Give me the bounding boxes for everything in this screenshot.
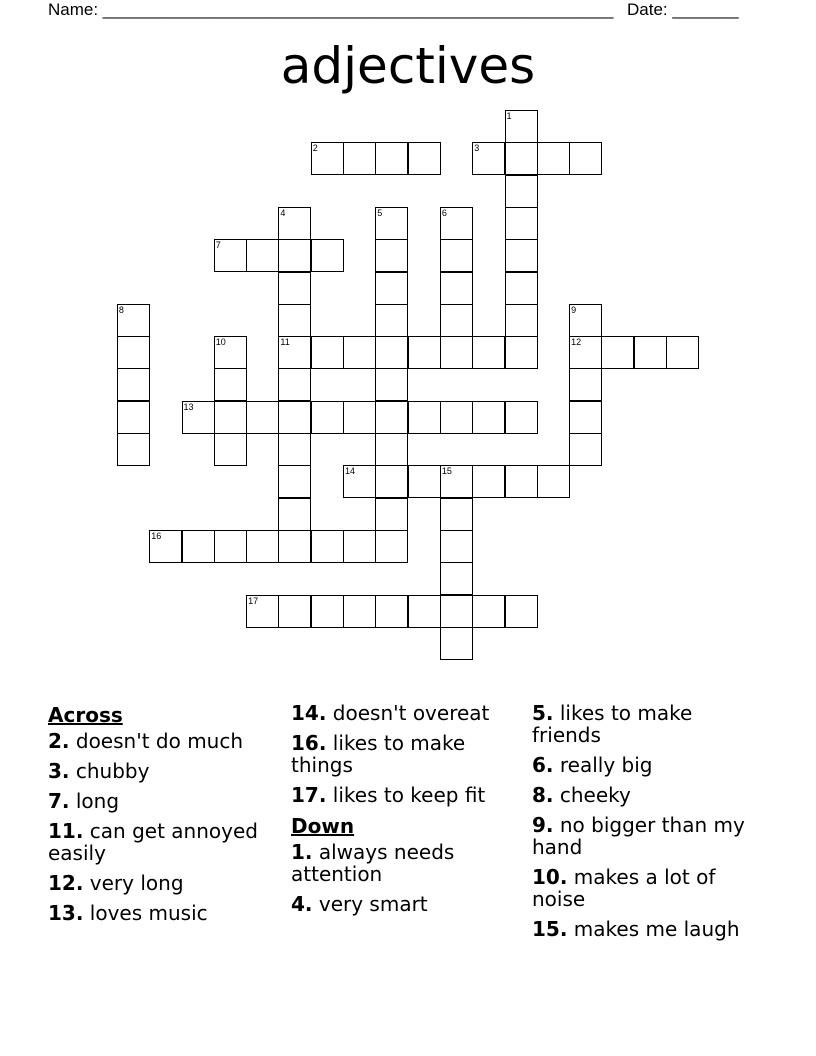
grid-cell[interactable]	[375, 239, 408, 272]
across-clue-2: 2. doesn't do much	[48, 729, 244, 753]
grid-cell[interactable]	[311, 336, 344, 369]
grid-cell[interactable]	[278, 304, 311, 337]
grid-cell[interactable]	[505, 401, 538, 434]
clue-column-1	[48, 703, 278, 932]
down-clue-9: 9. no bigger than my hand	[532, 813, 745, 859]
grid-cell[interactable]	[569, 142, 602, 175]
grid-cell[interactable]	[375, 272, 408, 305]
grid-cell[interactable]	[182, 530, 215, 563]
grid-cell[interactable]	[505, 336, 538, 369]
grid-cell[interactable]	[246, 239, 279, 272]
grid-cell[interactable]	[505, 465, 538, 498]
grid-cell[interactable]	[408, 401, 441, 434]
grid-cell[interactable]	[375, 368, 408, 401]
grid-cell[interactable]	[214, 336, 247, 369]
grid-cell[interactable]	[375, 530, 408, 563]
grid-cell[interactable]	[214, 401, 247, 434]
grid-cell[interactable]	[246, 401, 279, 434]
grid-cell[interactable]	[440, 595, 473, 628]
grid-cell[interactable]	[440, 562, 473, 595]
grid-cell[interactable]	[117, 401, 150, 434]
grid-cell[interactable]	[505, 595, 538, 628]
grid-cell[interactable]	[311, 401, 344, 434]
across-clue-13: 13. loves music	[48, 901, 208, 925]
grid-cell[interactable]	[569, 368, 602, 401]
grid-cell[interactable]	[408, 595, 441, 628]
date-field[interactable]: Date: _______	[627, 0, 739, 19]
grid-cell[interactable]	[311, 142, 344, 175]
grid-cell[interactable]	[408, 336, 441, 369]
grid-cell[interactable]	[149, 530, 182, 563]
grid-cell[interactable]	[440, 498, 473, 531]
grid-cell[interactable]	[472, 595, 505, 628]
grid-cell[interactable]	[569, 401, 602, 434]
grid-cell[interactable]	[440, 627, 473, 660]
grid-cell[interactable]	[311, 530, 344, 563]
clue-number-label: 8	[118, 304, 124, 315]
grid-cell[interactable]	[214, 433, 247, 466]
grid-cell[interactable]	[505, 272, 538, 305]
grid-cell[interactable]	[343, 530, 376, 563]
down-heading: Down	[291, 814, 355, 838]
clue-number-label: 16	[151, 530, 162, 541]
clue-number-label: 9	[571, 304, 577, 315]
grid-cell[interactable]	[311, 595, 344, 628]
grid-cell[interactable]	[278, 368, 311, 401]
clue-number-label: 5	[377, 207, 383, 218]
clue-number-label: 15	[441, 466, 452, 477]
grid-cell[interactable]	[505, 304, 538, 337]
grid-cell[interactable]	[440, 304, 473, 337]
grid-cell[interactable]	[375, 207, 408, 240]
grid-cell[interactable]	[375, 304, 408, 337]
clue-number-label: 7	[215, 240, 221, 251]
grid-cell[interactable]	[278, 433, 311, 466]
grid-cell[interactable]	[246, 595, 279, 628]
page-title: adjectives	[280, 37, 536, 95]
grid-cell[interactable]	[214, 239, 247, 272]
grid-cell[interactable]	[440, 272, 473, 305]
grid-cell[interactable]	[440, 336, 473, 369]
clue-number-label: 12	[571, 337, 582, 348]
across-heading: Across	[48, 703, 123, 727]
grid-cell[interactable]	[375, 595, 408, 628]
grid-cell[interactable]	[214, 530, 247, 563]
clue-number-label: 17	[248, 595, 259, 606]
grid-cell[interactable]	[569, 304, 602, 337]
grid-cell[interactable]	[505, 175, 538, 208]
grid-cell[interactable]	[343, 336, 376, 369]
grid-cell[interactable]	[182, 401, 215, 434]
across-clue-11: 11. can get annoyed easily	[48, 819, 258, 865]
grid-cell[interactable]	[343, 465, 376, 498]
grid-cell[interactable]	[472, 401, 505, 434]
down-clue-6: 6. really big	[532, 753, 653, 777]
grid-cell[interactable]	[278, 207, 311, 240]
grid-cell[interactable]	[311, 239, 344, 272]
grid-cell[interactable]	[601, 336, 634, 369]
grid-cell[interactable]	[505, 239, 538, 272]
grid-cell[interactable]	[375, 336, 408, 369]
grid-cell[interactable]	[666, 336, 699, 369]
grid-cell[interactable]	[278, 465, 311, 498]
down-clue-1: 1. always needs attention	[291, 840, 455, 886]
clue-number-label: 11	[280, 337, 290, 348]
clue-number-label: 2	[312, 143, 318, 154]
grid-cell[interactable]	[440, 530, 473, 563]
grid-cell[interactable]	[343, 401, 376, 434]
grid-cell[interactable]	[440, 465, 473, 498]
grid-cell[interactable]	[569, 336, 602, 369]
clue-number-label: 1	[506, 111, 512, 121]
down-clue-8: 8. cheeky	[532, 783, 631, 807]
grid-cell[interactable]	[117, 336, 150, 369]
grid-cell[interactable]	[505, 110, 538, 143]
clue-column-2	[291, 702, 521, 923]
grid-cell[interactable]	[440, 401, 473, 434]
grid-cell[interactable]	[440, 239, 473, 272]
down-clue-5: 5. likes to make friends	[532, 701, 693, 747]
grid-cell[interactable]	[408, 142, 441, 175]
grid-cell[interactable]	[472, 336, 505, 369]
across-clue-12: 12. very long	[48, 871, 184, 895]
grid-cell[interactable]	[278, 498, 311, 531]
grid-cell[interactable]	[343, 142, 376, 175]
grid-cell[interactable]	[375, 465, 408, 498]
grid-cell[interactable]	[472, 465, 505, 498]
grid-cell[interactable]	[117, 433, 150, 466]
grid-cell[interactable]	[375, 401, 408, 434]
down-clue-10: 10. makes a lot of noise	[532, 865, 716, 911]
grid-cell[interactable]	[278, 401, 311, 434]
grid-cell[interactable]	[117, 368, 150, 401]
clue-number-label: 10	[215, 337, 226, 348]
grid-cell[interactable]	[278, 530, 311, 563]
across-clue-17: 17. likes to keep fit	[291, 783, 486, 807]
grid-cell[interactable]	[505, 142, 538, 175]
grid-cell[interactable]	[375, 498, 408, 531]
clue-number-label: 14	[345, 466, 356, 477]
clue-number-label: 6	[441, 207, 447, 218]
grid-cell[interactable]	[278, 336, 311, 369]
grid-cell[interactable]	[537, 465, 570, 498]
clue-number-label: 13	[183, 401, 194, 412]
grid-cell[interactable]	[343, 595, 376, 628]
grid-cell[interactable]	[278, 239, 311, 272]
clue-number-label: 4	[280, 207, 286, 218]
across-clue-7: 7. long	[48, 789, 120, 813]
grid-cell[interactable]	[634, 336, 667, 369]
grid-cell[interactable]	[117, 304, 150, 337]
down-clue-15: 15. makes me laugh	[532, 917, 740, 941]
down-clue-4: 4. very smart	[291, 892, 428, 916]
grid-cell[interactable]	[278, 595, 311, 628]
clue-column-3	[532, 702, 762, 948]
grid-cell[interactable]	[505, 207, 538, 240]
grid-cell[interactable]	[569, 433, 602, 466]
grid-cell[interactable]	[440, 207, 473, 240]
across-clue-16: 16. likes to make things	[291, 731, 466, 777]
grid-cell[interactable]	[375, 433, 408, 466]
grid-cell[interactable]	[278, 272, 311, 305]
across-clue-3: 3. chubby	[48, 759, 150, 783]
grid-cell[interactable]	[246, 530, 279, 563]
grid-cell[interactable]	[537, 142, 570, 175]
grid-cell[interactable]	[408, 465, 441, 498]
grid-cell[interactable]	[472, 142, 505, 175]
grid-cell[interactable]	[214, 368, 247, 401]
across-clue-14: 14. doesn't overeat	[291, 701, 490, 725]
name-field[interactable]: Name: ______________________________________________________	[48, 0, 614, 19]
grid-cell[interactable]	[375, 142, 408, 175]
clue-number-label: 3	[474, 143, 480, 154]
